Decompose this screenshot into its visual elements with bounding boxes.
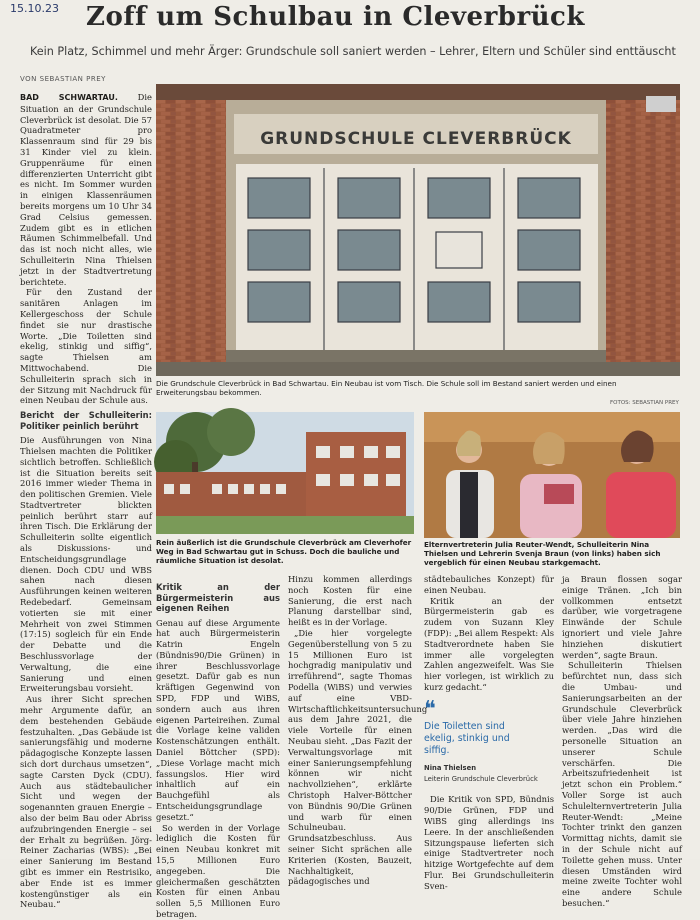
photo-school-exterior: [156, 412, 414, 534]
paragraph: Aus ihrer Sicht sprechen mehr Argumente dafür, an dem bestehenden Gebäude festzuhalten. „Das Gebäude ist sanierungsfähig und moderne pädagogische Konzepte lassen sich dort durchaus umsetzen“, sagte Carsten Dyck (CDU). Auch aus städtebaulicher Sicht und wegen der sogenannten grauen Energie – also der beim Bau oder Abriss aufzubringenden Energie – sei der Erhalt zu begrüßen. Jörg-Reiner Zacharias (WBS): „Bei einer Sanierung im Bestand gibt es immer ein Restrisiko, aber Ende ist es immer kostengünstiger als ein Neubau.“: [20, 694, 152, 910]
pull-quote: [424, 696, 554, 785]
photo-three-women: [424, 412, 680, 538]
paragraph: Hinzu kommen allerdings noch Kosten für eine Sanierung, die erst nach Planung darstellbar sind, heißt es in der Vorlage.: [288, 574, 412, 628]
school-entrance-illustration: [156, 84, 680, 376]
subheading: Bericht der Schulleiterin: Politiker peinlich berührt: [20, 410, 152, 431]
paragraph: „Die hier vorgelegte Gegenüberstellung von 5 zu 15 Millionen Euro ist hochgradig manipulativ und irreführend“, sagte Thomas Podella (WiBS) und verwies auf eine VBD-Wirtschaftlichkeitsuntersuchung aus dem Jahre 2021, die viele Vorteile für einen Neubau sieht. „Das Fazit der Verwaltungsvorlage mit einer Sanierungsempfehlung können wir nicht nachvollziehen“, erklärte Christoph Halver-Böttcher von Bündnis 90/Die Grünen und warb für einen Schulneubau. Grundsatzbeschluss. Aus seiner Sicht sprächen alle Kriterien (Kosten, Bauzeit, Nachhaltigkeit, pädagogisches und: [288, 627, 428, 887]
quote-mark-icon: ❝: [424, 696, 436, 722]
photo-credit: FOTOS: SEBASTIAN PREY: [610, 400, 679, 406]
paragraph: Die Kritik von SPD, Bündnis 90/Die Grünen, FDP und WiBS ging allerdings ins Leere. In der anschließenden Sitzungspause lieferten sich einige Stadtvertreter noch hitzige Wortgefechte auf dem Flur. Bei Grundschulleiterin Sven-: [424, 794, 554, 891]
main-photo-caption: Die Grundschule Cleverbrück in Bad Schwartau. Ein Neubau ist vom Tisch. Die Schule soll im Bestand saniert werden und einen Erweiterungsbau bekommen.: [156, 379, 617, 397]
article-column-1: [20, 92, 152, 910]
article-column-3: [288, 574, 428, 887]
photo3-caption: Elternvertreterin Julia Reuter-Wendt, Schulleiterin Nina Thielsen und Lehrerin Svenja Braun (von links) haben sich vergeblich für einen Neubau starkgemacht.: [424, 540, 661, 567]
article-column-2: [156, 576, 280, 920]
article-column-4: [424, 574, 554, 891]
paragraph: Für den Zustand der sanitären Anlagen im Kellergeschoss der Schule findet sie nur drastische Worte. „Die Toiletten sind ekelig, stinkig und siffig“, sagte Thielsen am Mittwochabend. Die Schulleiterin sprach sich in der Sitzung mit Nachdruck für einen Neubau der Schule aus.: [20, 287, 152, 406]
handwritten-date: 15.10.23: [10, 2, 59, 15]
quote-text: Die Toiletten sind ekelig, stinkig und siffig.: [424, 720, 510, 756]
byline: VON SEBASTIAN PREY: [20, 75, 106, 83]
dateline: BAD SCHWARTAU.: [20, 93, 118, 102]
photo2-caption: Rein äußerlich ist die Grundschule Cleverbrück am Cleverhofer Weg in Bad Schwartau gut in Schuss. Doch die bauliche und räumliche Situation ist desolat.: [156, 538, 412, 565]
article-column-5: [562, 574, 682, 908]
subheadline: Kein Platz, Schimmel und mehr Ärger: Grundschule soll saniert werden – Lehrer, Eltern und Schüler sind enttäuscht: [30, 45, 676, 58]
quote-author: Nina Thielsen: [424, 763, 477, 772]
building-sign-text: GRUNDSCHULE CLEVERBRÜCK: [260, 129, 572, 149]
paragraph: So werden in der Vorlage lediglich die Kosten für einen Neubau konkret mit 15,5 Millionen Euro angegeben. Die gleichermaßen geschätzten Kosten für einen Anbau sollen 5,5 Millionen Euro betragen.: [156, 822, 280, 920]
paragraph: Schulleiterin Thielsen befürchtet nun, dass sich die Umbau- und Sanierungsarbeiten an der Grundschule Cleverbrück über viele Jahre hinziehen werden. „Das wird die personelle Situation an unserer Schule verschärfen. Die Arbeitszufriedenheit ist jetzt schon ein Problem.“ Voller Sorge ist auch Schulelternvertreterin Julia Reuter-Wendt: „Meine Tochter trinkt den ganzen Vormittag nichts, damit sie in der Schule nicht auf Toilette gehen muss. Unter diesen Umständen wird meine zweite Tochter wohl eine andere Schule besuchen.“: [562, 660, 682, 908]
quote-author-role: Leiterin Grundschule Cleverbrück: [424, 774, 538, 783]
paragraph: Kritik an der Bürgermeisterin gab es zudem von Suzann Kley (FDP): „Bei allem Respekt: Als Stadtverordnete haben Sie immer alle vorgelegten Zahlen angezweifelt. Was Sie hier vorlegen, ist wirklich zu kurz gedacht.“: [424, 595, 554, 692]
paragraph: städtebauliches Konzept) für einen Neubau.: [424, 574, 554, 595]
headline: Zoff um Schulbau in Cleverbrück: [86, 2, 585, 32]
paragraph: Die Situation an der Grundschule Cleverbrück ist desolat. Die 57 Quadratmeter pro Klassenraum sind für 29 bis 31 Kinder viel zu klein. Gruppenräume für einen differenzierten Unterricht gibt es nicht. Im Sommer wurden in einigen Klassenräumen bereits morgens um 10 Uhr 34 Grad Celsius gemessen. Zudem gibt es in etlichen Räumen Schimmelbefall. Und das ist noch nicht alles, wie Schulleiterin Nina Thielsen jetzt in der Stadtvertretung berichtete.: [20, 92, 152, 287]
main-photo-school-entrance: [156, 84, 680, 376]
three-women-illustration: [424, 412, 680, 538]
paragraph: Die Ausführungen von Nina Thielsen machten die Politiker sichtlich betroffen. Schließlich ist die Situation bereits seit 2016 immer wieder Thema in den politischen Gremien. Viele Stadtvertreter blickten peinlich berührt starr auf ihren Tisch. Die Erklärung der Schulleiterin sollte eigentlich als Diskussions- und Entscheidungsgrundlage dienen. Doch CDU und WBS sahen nach diesen Ausführungen keinen weiteren Redebedarf. Gemeinsam votierten sie mit einer Mehrheit von zwei Stimmen (17:15) sogleich für ein Ende der Debatte und die Beschlussvorlage der Verwaltung, die eine Sanierung und einen Erweiterungsbau vorsieht.: [20, 435, 152, 694]
paragraph: Genau auf diese Argumente hat auch Bürgermeisterin Katrin Engeln (Bündnis90/Die Grünen) in ihrer Beschlussvorlage gesetzt. Dafür gab es nun kräftigen Gegenwind von SPD, FDP und WiBS, sondern auch aus ihren eigenen Parteireihen. Zumal die Vorlage keine validen Kostenschätzungen enthält. Daniel Böttcher (SPD): „Diese Vorlage macht mich fassungslos. Hier wird inhaltlich auf ein Bauchgefühl als Entscheidungsgrundlage gesetzt.“: [156, 617, 280, 822]
subheading: Kritik an der Bürgermeisterin aus eigenen Reihen: [156, 582, 280, 613]
paragraph: ja Braun flossen sogar einige Tränen. „Ich bin vollkommen entsetzt darüber, wie vorgetragene Einwände der Schule ignoriert und viele Jahre hinziehen diskutiert werden“, sagte Braun.: [562, 574, 682, 660]
school-exterior-illustration: [156, 412, 414, 534]
